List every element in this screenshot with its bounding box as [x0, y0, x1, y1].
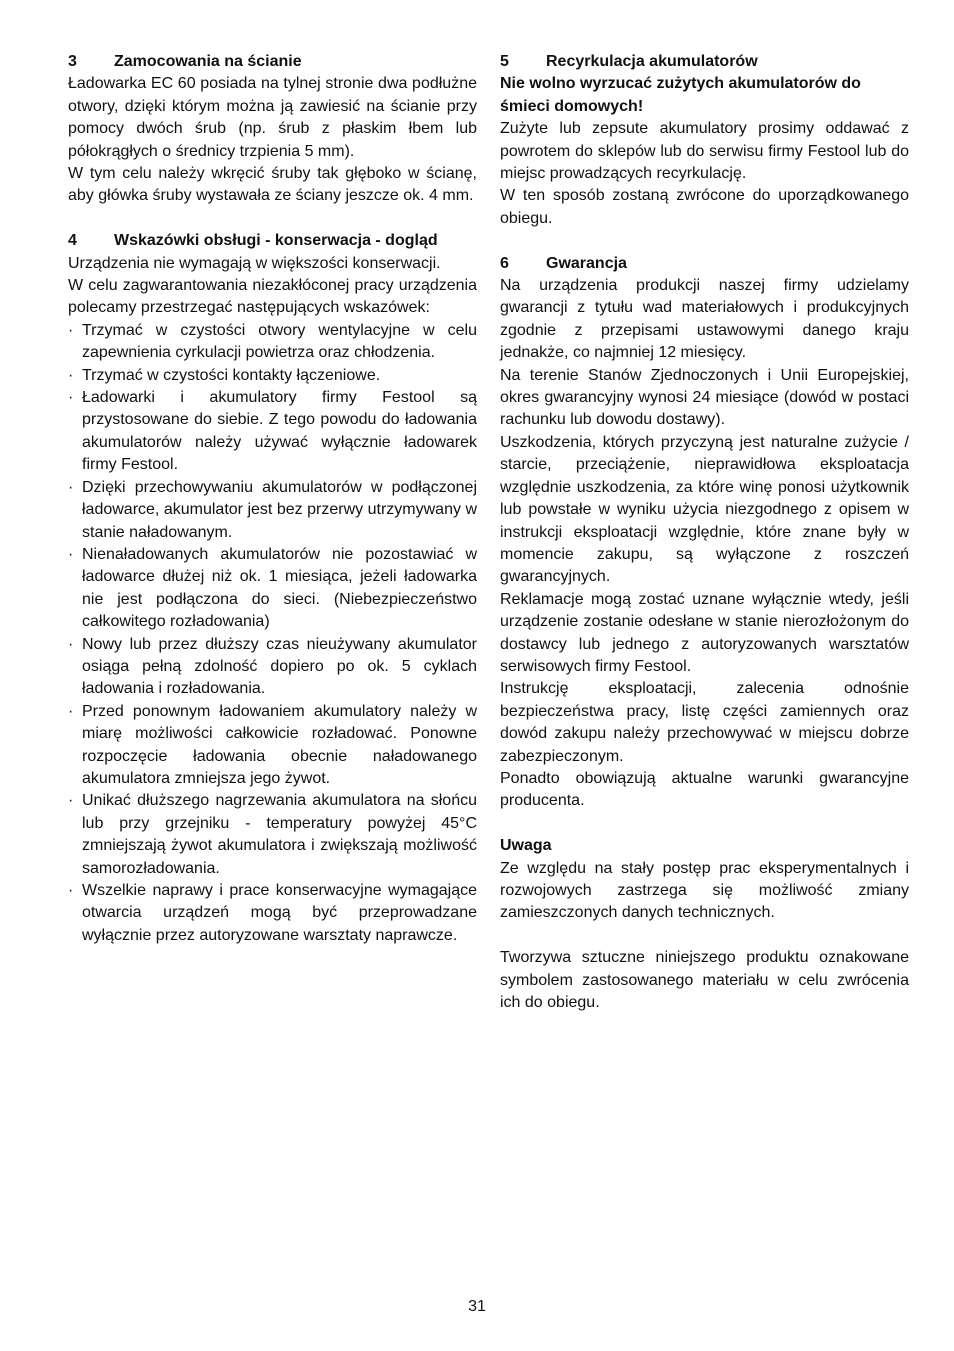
- section-recycling: [500, 51, 909, 230]
- section-plastics: [500, 947, 909, 1014]
- paragraph: Ze względu na stały postęp prac eksperymentalnych i rozwojowych zastrzega się możliwość zmiany zamieszczonych danych technicznych.: [500, 859, 909, 922]
- paragraph: W ten sposób zostaną zwrócone do uporządkowanego obiegu.: [500, 187, 909, 227]
- section-title: Zamocowania na ścianie: [114, 53, 302, 70]
- paragraph: Na urządzenia produkcji naszej firmy udzielamy gwarancji z tytułu wad materiałowych i produkcyjnych zgodnie z przepisami ustawowymi danego kraju jednakże, co najmniej 12 miesięcy.: [500, 277, 909, 362]
- section-number: 3: [68, 53, 77, 70]
- paragraph: Urządzenia nie wymagają w większości konserwacji.: [68, 254, 441, 272]
- paragraph: Instrukcję eksploatacji, zalecenia odnośnie bezpieczeństwa pracy, listę części zamiennych oraz dowód zakupu należy przechowywać w miejscu dobrze zabezpieczonym.: [500, 680, 909, 765]
- paragraph: Reklamacje mogą zostać uznane wyłącznie wtedy, jeśli urządzenie zostanie odesłane w stanie nierozłożonym do dostawcy lub jednego z autoryzowanych warsztatów serwisowych firmy Festool.: [500, 590, 909, 675]
- section-note: [500, 835, 909, 925]
- maintenance-list: [68, 320, 477, 947]
- section-wall-mounting: [68, 51, 477, 208]
- list-item: · Nowy lub przez dłuższy czas nieużywany akumulator osiąga pełną zdolność dopiero po ok. 5 cyklach ładowania i rozładowania.: [68, 634, 477, 701]
- list-item: · Przed ponownym ładowaniem akumulatory należy w miarę możliwości całkowicie rozładować. Ponowne rozpoczęcie ładowania obecnie naładowanego akumulatora zmniejsza jego żywot.: [68, 701, 477, 791]
- section-title: Gwarancja: [546, 254, 627, 272]
- paragraph: Tworzywa sztuczne niniejszego produktu oznakowane symbolem zastosowanego materiału w celu zwrócenia ich do obiegu.: [500, 949, 909, 1012]
- section-maintenance: [68, 230, 477, 947]
- list-item: · Unikać dłuższego nagrzewania akumulatora na słońcu lub przy grzejniku - temperatury powyżej 45°C zmniejszają żywot akumulatora i zwiększają możliwość samorozładowania.: [68, 790, 477, 880]
- section-number: 4: [68, 232, 77, 250]
- list-item: · Dzięki przechowywaniu akumulatorów w podłączonej ładowarce, akumulator jest bez przerwy utrzymywany w stanie naładowanym.: [68, 477, 477, 544]
- paragraph: Na terenie Stanów Zjednoczonych i Unii Europejskiej, okres gwarancyjny wynosi 24 miesiące (dowód w postaci rachunku lub dowodu dostawy).: [500, 366, 909, 429]
- list-item: · Wszelkie naprawy i prace konserwacyjne wymagające otwarcia urządzeń mogą być przeprowadzane wyłącznie przez autoryzowane warsztaty naprawcze.: [68, 880, 477, 947]
- section-number: 5: [500, 53, 509, 70]
- paragraph: W celu zagwarantowania niezakłóconej pracy urządzenia polecamy przestrzegać następujących wskazówek:: [68, 277, 477, 317]
- warning-text: Nie wolno wyrzucać zużytych akumulatorów do śmieci domowych!: [500, 75, 861, 115]
- list-item: · Nienaładowanych akumulatorów nie pozostawiać w ładowarce dłużej niż ok. 1 miesiąca, jeżeli ładowarka nie jest podłączona do sieci. (Niebezpieczeństwo całkowitego rozładowania): [68, 544, 477, 634]
- page-number: 31: [468, 1298, 486, 1315]
- list-item: · Trzymać w czystości kontakty łączeniowe.: [68, 365, 477, 387]
- paragraph: Ponadto obowiązują aktualne warunki gwarancyjne producenta.: [500, 769, 909, 810]
- note-title: Uwaga: [500, 837, 552, 855]
- paragraph: Ładowarka EC 60 posiada na tylnej stronie dwa podłużne otwory, dzięki którym można ją zawiesić na ścianie przy pomocy dwóch śrub (np. śrub z płaskim łbem lub półokrągłych o średnicy trzpienia 5 mm).: [68, 75, 477, 160]
- section-heading: [500, 51, 909, 73]
- section-heading: [68, 230, 477, 252]
- right-column: [500, 51, 909, 1037]
- section-warranty: [500, 253, 909, 813]
- section-heading: [68, 51, 477, 73]
- section-heading: [500, 253, 909, 275]
- paragraph: W tym celu należy wkręcić śruby tak głęboko w ścianę, aby główka śruby wystawała ze ściany jeszcze ok. 4 mm.: [68, 165, 477, 205]
- section-title: Recyrkulacja akumulatorów: [546, 53, 758, 70]
- section-number: 6: [500, 254, 509, 272]
- list-item: · Trzymać w czystości otwory wentylacyjne w celu zapewnienia cyrkulacji powietrza oraz chłodzenia.: [68, 320, 477, 365]
- paragraph: Uszkodzenia, których przyczyną jest naturalne zużycie / starcie, przeciążenie, nieprawidłowa eksploatacja względnie uszkodzenia, za które winę ponosi użytkownik lub powstałe w wyniku użycia niezgodnego z opisem w instrukcji eksploatacji względnie, które znane były w momencie zakupu, są wyłączone z roszczeń gwarancyjnych.: [500, 433, 909, 586]
- paragraph: Zużyte lub zepsute akumulatory prosimy oddawać z powrotem do sklepów lub do serwisu firmy Festool lub do miejsc prowadzących recyrkulację.: [500, 120, 909, 183]
- list-item: · Ładowarki i akumulatory firmy Festool są przystosowane do siebie. Z tego powodu do ładowania akumulatorów należy używać wyłącznie ładowarek firmy Festool.: [68, 387, 477, 477]
- section-title: Wskazówki obsługi - konserwacja - dogląd: [114, 232, 438, 250]
- left-column: [68, 51, 477, 970]
